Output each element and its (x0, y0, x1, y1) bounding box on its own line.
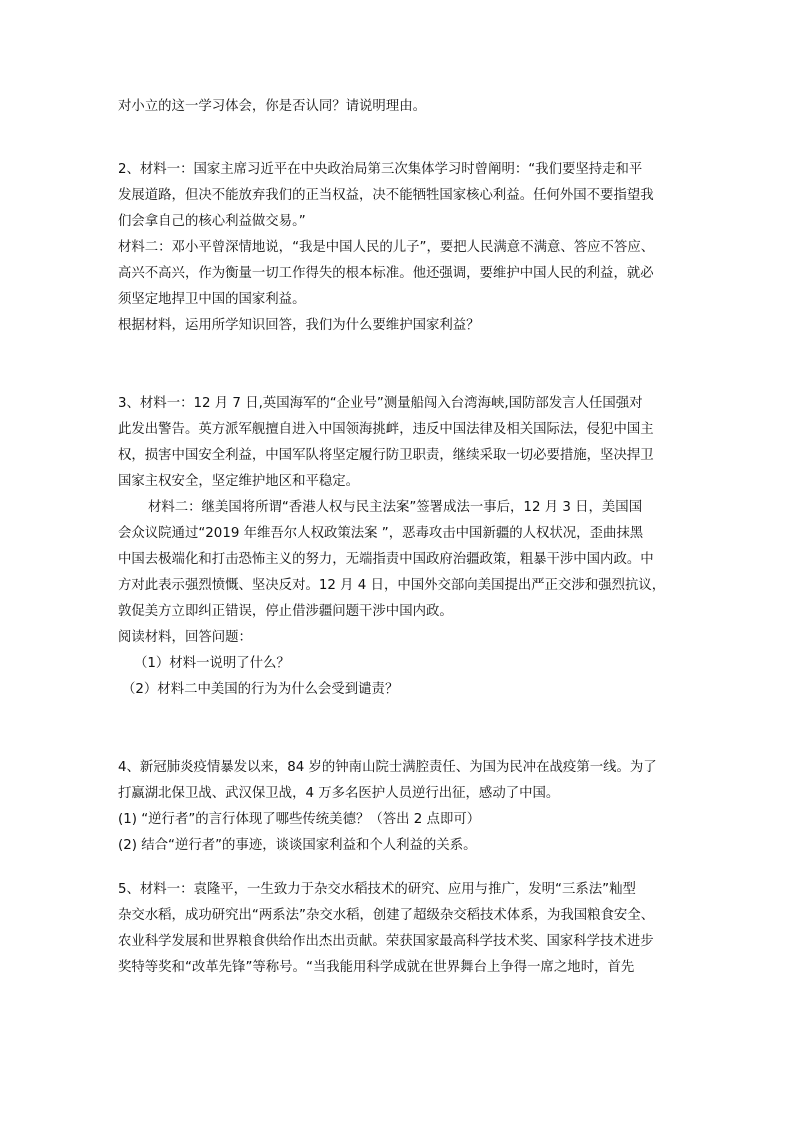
q3-material2-line-1: 材料二：继美国将所谓“香港人权与民主法案”签署成法一事后，12 月 3 日，美国国 (148, 500, 643, 515)
q3-sub-question-1: （1）材料一说明了什么？ (134, 656, 290, 671)
q2-line-4: 材料二：邓小平曾深情地说，“我是中国人民的儿子”，要把人民满意不满意、答应不答应、 (118, 240, 655, 255)
q5-line-2: 杂交水稻，成功研究出“两系法”杂交水稻，创建了超级杂交稻技术体系，为我国粮食安全、 (118, 908, 655, 923)
q3-prompt: 阅读材料，回答问题： (118, 630, 252, 645)
q3-material2-line-3: 中国去极端化和打击恐怖主义的努力，无端指责中国政府治疆政策，粗暴干涉中国内政。中 (118, 552, 654, 567)
q4-line-1: 4、新冠肺炎疫情暴发以来，84 岁的钟南山院士满腔责任、为国为民冲在战疫第一线。为了 (118, 760, 657, 775)
q3-line-4: 国家主权安全，坚定维护地区和平稳定。 (118, 474, 360, 489)
q4-line-2: 打赢湖北保卫战、武汉保卫战，4 万多名医护人员逆行出征，感动了中国。 (118, 786, 560, 801)
q3-material2-line-2: 会众议院通过“2019 年维吾尔人权政策法案 ”，恶毒攻击中国新疆的人权状况，歪曲抹黑 (118, 526, 644, 541)
q5-line-4: 奖特等奖和“改革先锋”等称号。“当我能用科学成就在世界舞台上争得一席之地时，首先 (118, 960, 635, 975)
q2-line-6: 须坚定地捍卫中国的国家利益。 (118, 292, 306, 307)
question-5 (118, 877, 686, 981)
q1-tail-text: 对小立的这一学习体会，你是否认同？请说明理由。 (118, 99, 426, 114)
q3-material2-line-5: 敦促美方立即纠正错误，停止借涉疆问题干涉中国内政。 (118, 604, 453, 619)
q2-question: 根据材料，运用所学知识回答，我们为什么要维护国家利益？ (118, 318, 480, 333)
q3-line-3: 权，损害中国安全利益，中国军队将坚定履行防卫职责，继续采取一切必要措施，坚决捍卫 (118, 448, 654, 463)
document-page (118, 94, 686, 981)
q2-line-3: 们会拿自己的核心利益做交易。” (118, 214, 306, 229)
q2-line-1: 2、材料一：国家主席习近平在中央政治局第三次集体学习时曾阐明：“我们要坚持走和平 (118, 162, 643, 177)
q3-line-1: 3、材料一：12 月 7 日,英国海军的“企业号”测量船闯入台湾海峡,国防部发言人任国强对 (118, 396, 643, 411)
q5-line-3: 农业科学发展和世界粮食供给作出杰出贡献。荣获国家最高科学技术奖、国家科学技术进步 (118, 934, 654, 949)
q2-line-2: 发展道路，但决不能放弃我们的正当权益，决不能牺牲国家核心利益。任何外国不要指望我 (118, 188, 654, 203)
q3-sub-question-2: （2）材料二中美国的行为为什么会受到谴责？ (122, 682, 399, 697)
q3-line-2: 此发出警告。英方派军舰擅自进入中国领海挑衅，违反中国法律及相关国际法，侵犯中国主 (118, 422, 654, 437)
q5-line-1: 5、材料一：袁隆平，一生致力于杂交水稻技术的研究、应用与推广，发明“三系法”籼型 (118, 882, 636, 897)
q3-material2-line-4: 方对此表示强烈愤慨、坚决反对。12 月 4 日，中国外交部向美国提出严正交涉和强烈抗议， (118, 578, 666, 593)
question-2 (118, 157, 686, 339)
q2-line-5: 高兴不高兴，作为衡量一切工作得失的根本标准。他还强调，要维护中国人民的利益，就必 (118, 266, 654, 281)
question-3 (118, 391, 686, 703)
q4-sub-question-1: (1) “逆行者”的言行体现了哪些传统美德？（答出 2 点即可） (118, 812, 481, 827)
q4-sub-question-2: (2) 结合“逆行者”的事迹，谈谈国家利益和个人利益的关系。 (118, 838, 477, 853)
question-4 (118, 755, 686, 859)
